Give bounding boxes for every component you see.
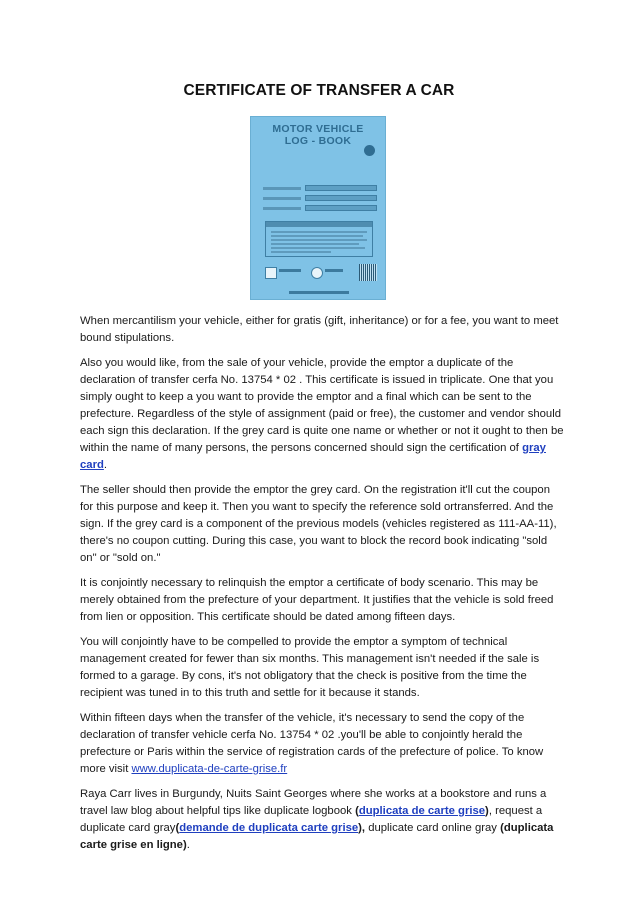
paragraph-2	[80, 355, 564, 474]
cover-field	[305, 185, 377, 191]
paragraph-7-text-2: , request a duplicate card gray	[80, 805, 543, 834]
paragraph-5: You will conjointly have to be compelled to provide the emptor a symptom of technical management created for fewer than six months. This management isn't needed if the sale is formed to a garage. By cons, it's not obligatory that the check is positive from the time the recipient was tuned in to this truth and settle for it because it stands.	[80, 636, 540, 699]
cover-field-label	[263, 207, 301, 210]
badge-icon	[364, 145, 375, 156]
cover-field-label	[263, 187, 301, 190]
paragraph-4: It is conjointly necessary to relinquish the emptor a certificate of body scenario. This may be merely obtained from the prefecture of your department. It justifies that the vehicle is sold freed from lien or opposition. This certificate should be dated among fifteen days.	[80, 577, 554, 623]
logbook-cover-image	[250, 116, 386, 300]
cover-field-label	[263, 197, 301, 200]
paragraph-6	[80, 710, 564, 778]
page-title: CERTIFICATE OF TRANSFER A CAR	[183, 82, 455, 99]
barcode-icon	[359, 264, 377, 281]
paragraph-7-text-3: duplicate card online gray	[365, 822, 501, 834]
brand-logo-icon	[265, 267, 277, 279]
seal-icon	[311, 267, 323, 279]
paren-open: (	[175, 822, 180, 834]
paragraph-3: The seller should then provide the emptor the grey card. On the registration it'll cut the coupon for this purpose and keep it. Then you want to specify the reference sold ortransferred. And the sign. If the grey card is a component of the previous models (vehicles registered as 111-AA-11), there's no coupon cutting. During this case, you want to block the record book indicating "sold on" or "sold on."	[80, 484, 557, 564]
cover-field	[305, 205, 377, 211]
duplicata-en-ligne-text: (duplicata carte grise en ligne)	[80, 822, 554, 851]
duplicata-site-link[interactable]: www.duplicata-de-carte-grise.fr	[131, 763, 288, 775]
paragraph-7-end: .	[186, 839, 190, 851]
logbook-cover-heading	[251, 123, 385, 147]
paragraph-7-text: Raya Carr lives in Burgundy, Nuits Saint Georges where she works at a bookstore and runs a travel law blog about helpful tips like duplicate logbook	[80, 788, 547, 817]
paragraph-7	[80, 786, 564, 854]
logbook-heading-line2: LOG - BOOK	[284, 135, 352, 147]
cover-field	[305, 195, 377, 201]
paragraph-2-text: Also you would like, from the sale of your vehicle, provide the emptor a duplicate of the declaration of transfer cerfa No. 13754 * 02 . This certificate is issued in triplicate. One that you simply ought to keep a you want to provide the emptor and a final which can be sent to the prefecture. Regardless of the style of assignment (paid or free), the customer and vendor should each sign this declaration. If the grey card is quite one name or whether or not it ought to then be within the name of many persons, the persons concerned should sign the certification of	[80, 357, 564, 454]
demande-duplicata-link[interactable]: demande de duplicata carte grise	[179, 822, 359, 834]
paren-close: )	[485, 805, 489, 817]
paragraph-6-text: Within fifteen days when the transfer of the vehicle, it's necessary to send the copy of the declaration of transfer vehicle cerfa No. 13754 * 02 .you'll be able to conjointly herald the prefecture or Paris within the service of registration cards of the prefecture of police. To know more visit	[80, 712, 544, 775]
paren-close: ),	[358, 822, 366, 834]
cover-footer	[289, 291, 349, 294]
paren-open: (	[355, 805, 359, 817]
duplicata-carte-grise-link[interactable]: duplicata de carte grise	[358, 805, 486, 817]
logbook-heading-line1: MOTOR VEHICLE	[272, 123, 364, 135]
article-body	[80, 313, 564, 862]
cover-notice-box	[265, 221, 373, 257]
gray-card-link[interactable]: gray card	[80, 442, 546, 471]
paragraph-2-end: .	[103, 459, 108, 471]
paragraph-1: When mercantilism your vehicle, either for gratis (gift, inheritance) or for a fee, you want to meet bound stipulations.	[80, 315, 559, 344]
